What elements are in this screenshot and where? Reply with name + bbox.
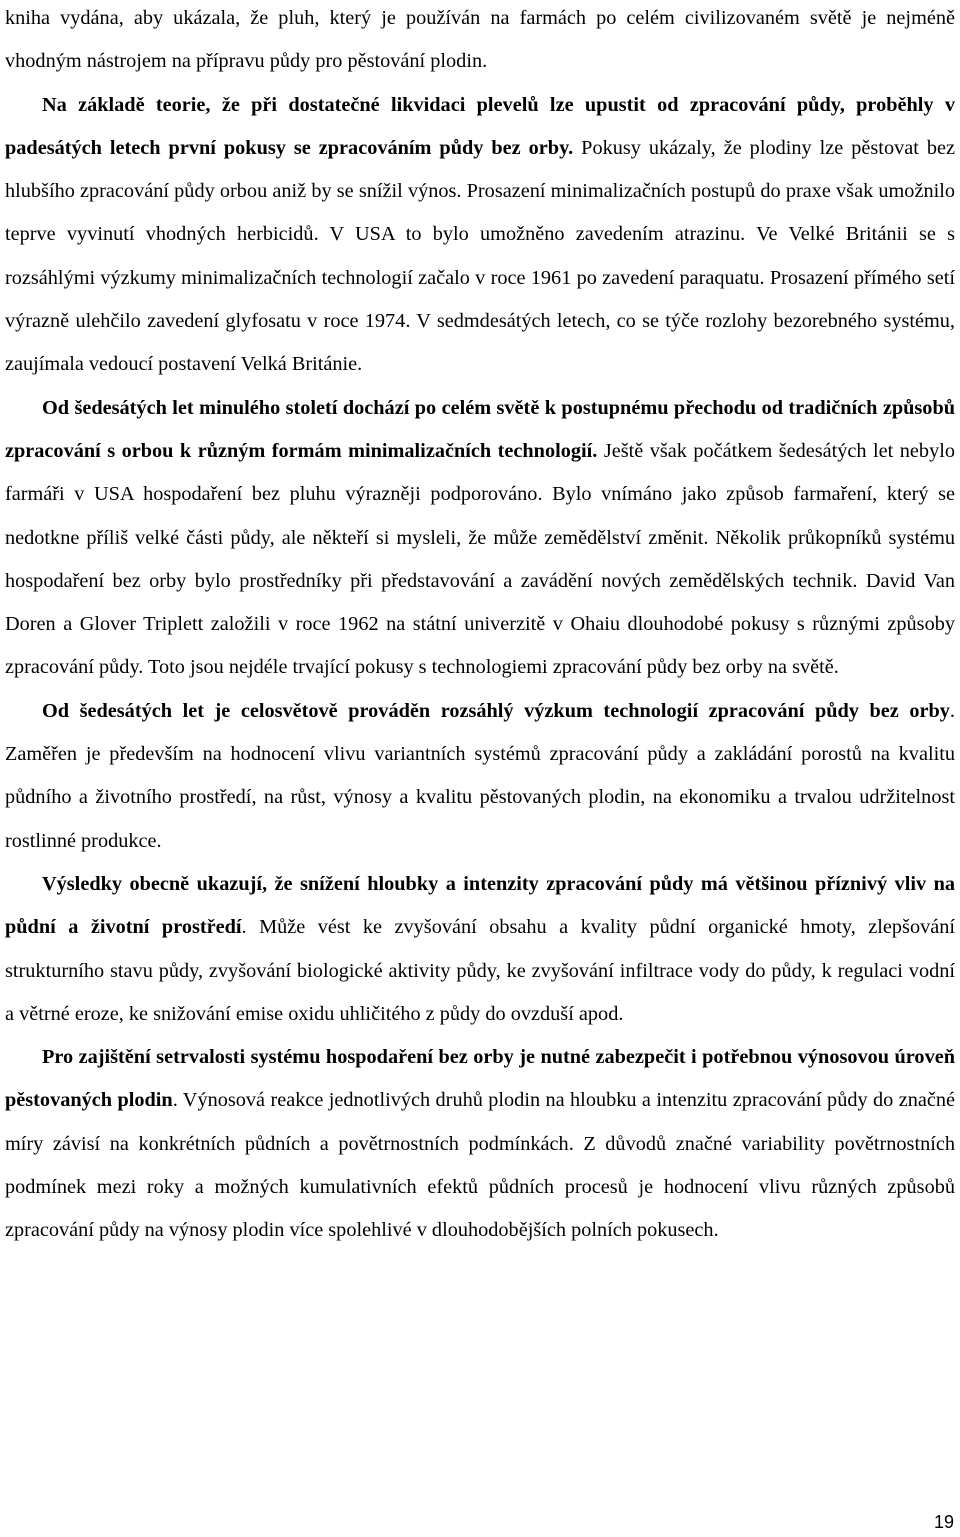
text-run: Pokusy ukázaly, že plodiny lze pěstovat bez hlubšího zpracování půdy orbou aniž by se snížil výnos. Prosazení minimalizačních postupů do praxe však umožnilo teprve vyvinutí vhodných herbicidů. V USA to bylo umožněno zavedením atrazinu. Ve Velké Británii se s rozsáhlými výzkumy minimalizačních technologií začalo v roce 1961 po zavedení paraquatu. Prosazení přímého setí výrazně ulehčilo zavedení glyfosatu v roce 1974. V sedmdesátých letech, co se týče rozlohy bezorebného systému, zaujímala vedoucí postavení Velká Británie. <box>5 136 955 376</box>
paragraph <box>5 690 955 863</box>
bold-text-run: Od šedesátých let je celosvětově prováděn rozsáhlý výzkum technologií zpracování půdy bez orby <box>42 699 950 722</box>
body-text <box>5 0 955 1253</box>
page-number: 19 <box>933 1512 954 1532</box>
text-run: kniha vydána, aby ukázala, že pluh, který je používán na farmách po celém civilizovaném světě je nejméně vhodným nástrojem na přípravu půdy pro pěstování plodin. <box>5 7 955 73</box>
text-run: Ještě však počátkem šedesátých let nebylo farmáři v USA hospodaření bez pluhu výrazněji podporováno. Bylo vnímáno jako způsob farmaření, který se nedotkne příliš velké části půdy, ale někteří si mysleli, že může zemědělství změnit. Několik průkopníků systému hospodaření bez orby bylo prostředníky při představování a zavádění nových zemědělských technik. David Van Doren a Glover Triplett založili v roce 1962 na státní univerzitě v Ohaiu dlouhodobé pokusy s různými způsoby zpracování půdy. Toto jsou nejdéle trvající pokusy s technologiemi zpracování půdy bez orby na světě. <box>5 439 955 679</box>
text-run: . Může vést ke zvyšování obsahu a kvality půdní organické hmoty, zlepšování strukturního stavu půdy, zvyšování biologické aktivity půdy, ke zvyšování infiltrace vody do půdy, k regulaci vodní a větrné eroze, ke snižování emise oxidu uhličitého z půdy do ovzduší apod. <box>5 916 955 1025</box>
bold-text-run: Výsledky obecně ukazují, že snížení hloubky a intenzity zpracování půdy má většinou příznivý vliv na půdní a životní prostředí <box>5 872 955 939</box>
bold-text-run: Pro zajištění setrvalosti systému hospodaření bez orby je nutné zabezpečit i potřebnou výnosovou úroveň pěstovaných plodin <box>5 1046 955 1112</box>
paragraph <box>5 387 955 690</box>
paragraph <box>5 1036 955 1252</box>
paragraph <box>5 0 955 84</box>
paragraph <box>5 84 955 387</box>
bold-text-run: Na základě teorie, že při dostatečné likvidaci plevelů lze upustit od zpracování půdy, proběhly v padesátých letech první pokusy se zpracováním půdy bez orby. <box>5 93 955 159</box>
text-run: . Zaměřen je především na hodnocení vlivu variantních systémů zpracování půdy a zakládání porostů na kvalitu půdního a životního prostředí, na růst, výnosy a kvalitu pěstovaných plodin, na ekonomiku a trvalou udržitelnost rostlinné produkce. <box>5 699 955 852</box>
paragraph <box>5 863 955 1036</box>
bold-text-run: Od šedesátých let minulého století dochází po celém světě k postupnému přechodu od tradičních způsobů zpracování s orbou k různým formám minimalizačních technologií. <box>5 396 955 462</box>
text-run: . Výnosová reakce jednotlivých druhů plodin na hloubku a intenzitu zpracování půdy do značné míry závisí na konkrétních půdních a povětrnostních podmínkách. Z důvodů značné variability povětrnostních podmínek mezi roky a možných kumulativních efektů půdních procesů je hodnocení vlivu různých způsobů zpracování půdy na výnosy plodin více spolehlivé v dlouhodobějších polních pokusech. <box>5 1089 955 1242</box>
